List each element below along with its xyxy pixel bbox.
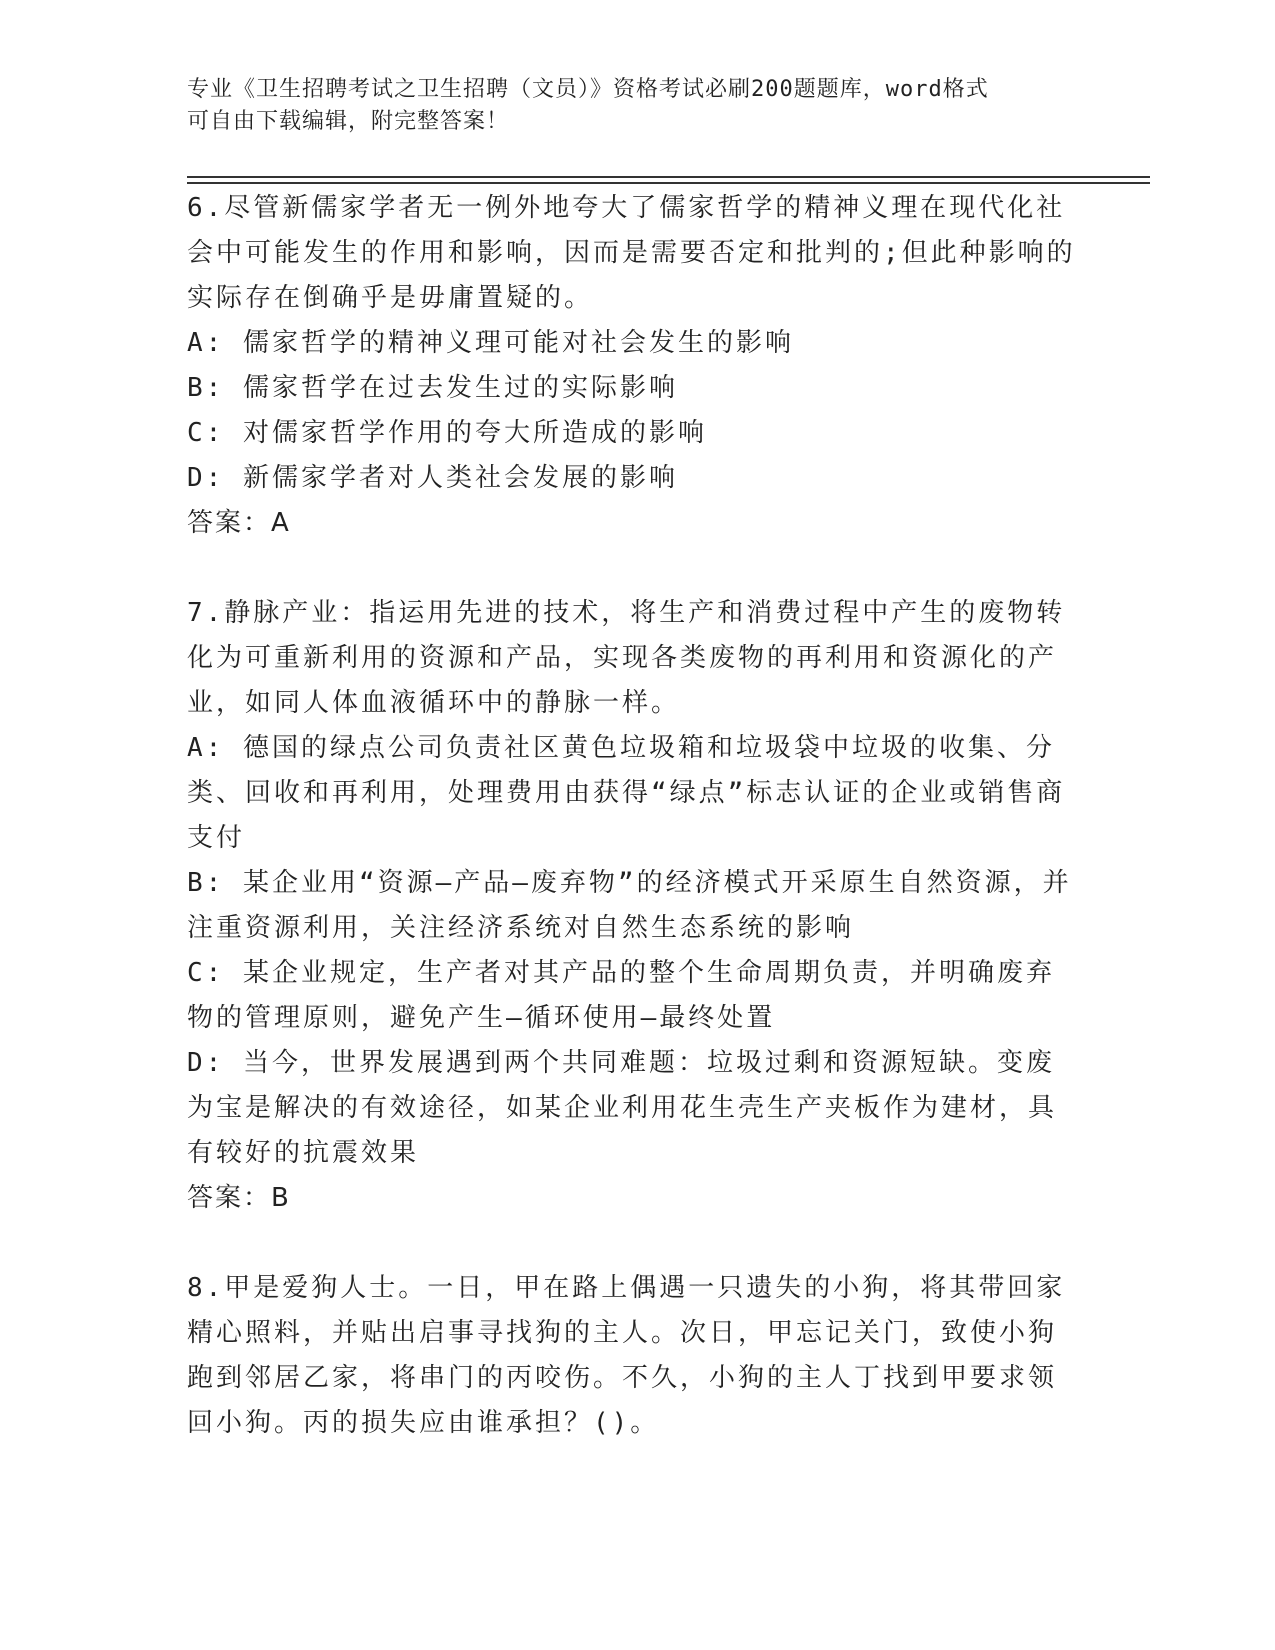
question-8 bbox=[187, 1266, 1077, 1446]
spacer bbox=[187, 1221, 1077, 1266]
answer-label: 答案：B bbox=[187, 1183, 291, 1213]
option-b: B: 儒家哲学在过去发生过的实际影响 bbox=[187, 373, 678, 403]
option-b: B: 某企业用“资源—产品—废弃物”的经济模式开采原生自然资源，并注重资源利用，关注经济系统对自然生态系统的影响 bbox=[187, 868, 1072, 943]
spacer bbox=[187, 546, 1077, 591]
header-divider-bottom bbox=[187, 182, 1150, 184]
option-d: D: 当今，世界发展遇到两个共同难题：垃圾过剩和资源短缺。变废为宝是解决的有效途径，如某企业利用花生壳生产夹板作为建材，具有较好的抗震效果 bbox=[187, 1048, 1058, 1168]
question-text: 6.尽管新儒家学者无一例外地夸大了儒家哲学的精神义理在现代化社会中可能发生的作用和影响，因而是需要否定和批判的;但此种影响的实际存在倒确乎是毋庸置疑的。 bbox=[187, 193, 1076, 313]
option-a: A: 德国的绿点公司负责社区黄色垃圾箱和垃圾袋中垃圾的收集、分类、回收和再利用，处理费用由获得“绿点”标志认证的企业或销售商支付 bbox=[187, 733, 1066, 853]
answer-label: 答案：A bbox=[187, 508, 291, 538]
question-6 bbox=[187, 186, 1077, 546]
question-list bbox=[187, 186, 1077, 1446]
option-c: C: 对儒家哲学作用的夸大所造成的影响 bbox=[187, 418, 707, 448]
option-d: D: 新儒家学者对人类社会发展的影响 bbox=[187, 463, 678, 493]
header-divider-top bbox=[187, 176, 1150, 178]
option-c: C: 某企业规定，生产者对其产品的整个生命周期负责，并明确废弃物的管理原则，避免产生—循环使用—最终处置 bbox=[187, 958, 1055, 1033]
option-a: A: 儒家哲学的精神义理可能对社会发生的影响 bbox=[187, 328, 794, 358]
header-title-line2: 可自由下载编辑，附完整答案！ bbox=[187, 109, 510, 134]
question-text: 8.甲是爱狗人士。一日，甲在路上偶遇一只遗失的小狗，将其带回家精心照料，并贴出启事寻找狗的主人。次日，甲忘记关门，致使小狗跑到邻居乙家，将串门的丙咬伤。不久，小狗的主人丁找到甲要求领回小狗。丙的损失应由谁承担？()。 bbox=[187, 1273, 1066, 1438]
header-title-line1: 专业《卫生招聘考试之卫生招聘（文员）》资格考试必刷200题题库，word格式 bbox=[187, 77, 989, 102]
question-text: 7.静脉产业：指运用先进的技术，将生产和消费过程中产生的废物转化为可重新利用的资源和产品，实现各类废物的再利用和资源化的产业，如同人体血液循环中的静脉一样。 bbox=[187, 598, 1066, 718]
question-7 bbox=[187, 591, 1077, 1221]
document-header bbox=[187, 74, 1067, 138]
